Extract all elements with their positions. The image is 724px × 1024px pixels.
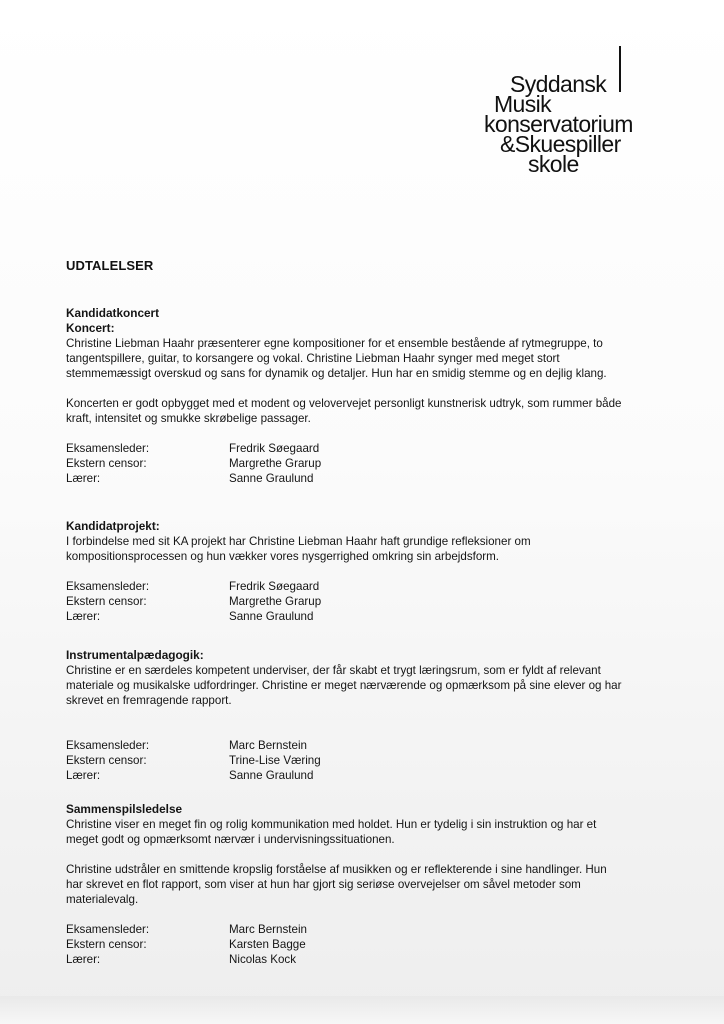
logo-vertical-bar bbox=[619, 46, 621, 92]
section-paragraph: Christine er en særdeles kompetent underviser, der får skabt et trygt læringsrum, som er fyldt af relevant materiale og musikalske udfordringer. Christine er meget nærværende og opmærksom på sine elever og har skrevet en fremragende rapport. bbox=[66, 664, 622, 707]
signature-name: Margrethe Grarup bbox=[229, 457, 322, 470]
signature-name: Sanne Graulund bbox=[229, 472, 314, 485]
logo-line-1: Syddansk bbox=[510, 71, 607, 97]
section-paragraph: Christine udstråler en smittende kropslig forståelse af musikken og er reflekterende i sine handlinger. Hun har skrevet en flot rapport, som viser at hun har gjort sig seriøse overvejelser om såvel metoder som materialevalg. bbox=[66, 863, 607, 906]
signature-name: Sanne Graulund bbox=[229, 610, 314, 623]
signature-name: Fredrik Søegaard bbox=[229, 442, 320, 455]
signature-block bbox=[66, 441, 626, 486]
signature-name: Margrethe Grarup bbox=[229, 595, 322, 608]
signature-name: Fredrik Søegaard bbox=[229, 580, 320, 593]
document-title: UDTALELSER bbox=[66, 258, 154, 273]
signature-role: Ekstern censor: bbox=[66, 595, 147, 608]
section-instrumentalpaedagogik bbox=[66, 648, 626, 783]
section-paragraph: Christine viser en meget fin og rolig kommunikation med holdet. Hun er tydelig i sin instruktion og har et meget godt og opmærksomt nærvær i undervisningssituationen. bbox=[66, 818, 597, 846]
signature-name: Karsten Bagge bbox=[229, 938, 306, 951]
signature-role: Lærer: bbox=[66, 472, 101, 485]
signature-name: Trine-Lise Væring bbox=[229, 754, 321, 767]
signature-name: Marc Bernstein bbox=[229, 923, 307, 936]
signature-role: Ekstern censor: bbox=[66, 754, 147, 767]
signature-role: Eksamensleder: bbox=[66, 442, 150, 455]
signature-role: Eksamensleder: bbox=[66, 739, 150, 752]
section-kandidatkoncert bbox=[66, 306, 626, 486]
signature-role: Lærer: bbox=[66, 769, 101, 782]
logo-line-4: &Skuespiller bbox=[500, 131, 621, 157]
signature-name: Sanne Graulund bbox=[229, 769, 314, 782]
section-subtitle: Koncert: bbox=[66, 321, 115, 335]
section-sammenspilsledelse bbox=[66, 802, 626, 967]
signature-role: Ekstern censor: bbox=[66, 938, 147, 951]
signature-role: Lærer: bbox=[66, 953, 101, 966]
section-title: Kandidatkoncert bbox=[66, 306, 160, 320]
logo-line-2: Musik bbox=[494, 91, 552, 117]
section-paragraph: I forbindelse med sit KA projekt har Christine Liebman Haahr haft grundige refleksioner om kompositionsprocessen og hun vækker vores nysgerrighed omkring sin arbejdsform. bbox=[66, 535, 531, 563]
page-bottom-edge bbox=[0, 996, 724, 1024]
signature-role: Lærer: bbox=[66, 610, 101, 623]
section-title: Kandidatprojekt: bbox=[66, 519, 160, 533]
logo-line-3: konservatorium bbox=[484, 111, 633, 137]
section-title: Sammenspilsledelse bbox=[66, 802, 183, 816]
signature-block bbox=[66, 738, 626, 783]
signature-block bbox=[66, 579, 626, 624]
signature-name: Nicolas Kock bbox=[229, 953, 297, 966]
logo-line-5: skole bbox=[528, 151, 579, 177]
section-kandidatprojekt bbox=[66, 519, 626, 624]
signature-name: Marc Bernstein bbox=[229, 739, 307, 752]
section-title: Instrumentalpædagogik: bbox=[66, 648, 204, 662]
section-paragraph: Christine Liebman Haahr præsenterer egne kompositioner for et ensemble bestående af rytmegruppe, to tangentspillere, guitar, to korsangere og vokal. Christine Liebman Haahr synger med meget stort stemmemæssigt overskud og sans for dynamik og detaljer. Hun har en smidig stemme og en dejlig klang. bbox=[66, 337, 607, 380]
signature-role: Eksamensleder: bbox=[66, 580, 150, 593]
signature-role: Ekstern censor: bbox=[66, 457, 147, 470]
signature-block bbox=[66, 922, 626, 967]
school-logo bbox=[470, 70, 670, 210]
signature-role: Eksamensleder: bbox=[66, 923, 150, 936]
section-paragraph: Koncerten er godt opbygget med et modent og velovervejet personligt kunstnerisk udtryk, som rummer både kraft, intensitet og smukke skrøbelige passager. bbox=[66, 397, 622, 425]
